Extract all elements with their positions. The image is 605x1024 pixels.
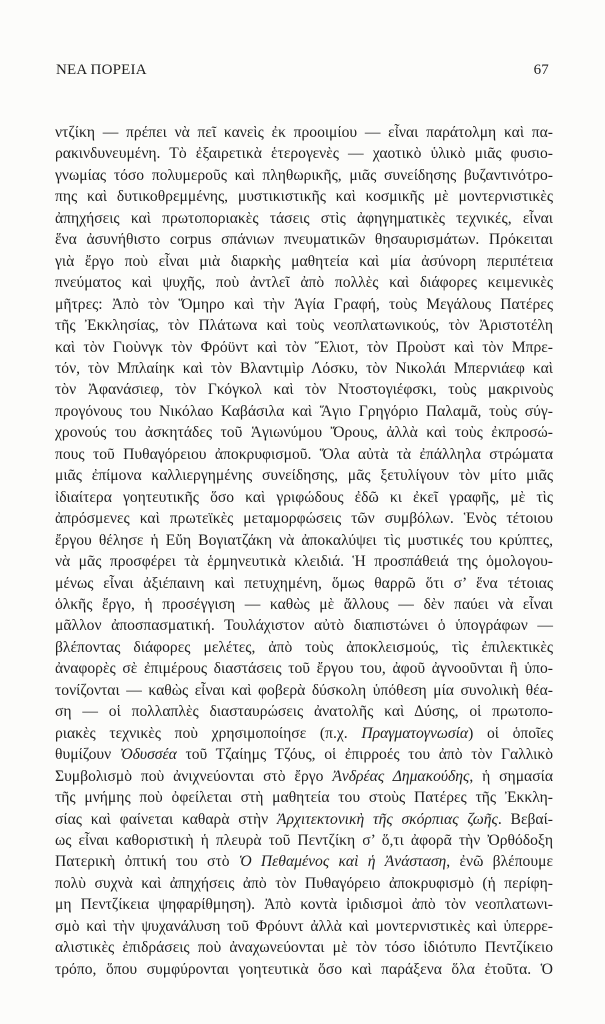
- text-segment: ἀπηχήσεις καὶ πρωτοποριακὲς τάσεις στὶς ἀφηγηματικὲς τεχνικές, εἶναι: [55, 209, 553, 227]
- text-line: [55, 358, 553, 379]
- text-segment: σμὸ καὶ τὴν ψυχανάλυση τοῦ Φρόυντ ἀλλὰ καὶ μοντερνιστικὲς καὶ ὑπερρε-: [55, 917, 553, 935]
- text-line: [55, 186, 553, 207]
- text-line: [55, 337, 553, 358]
- text-line: [55, 143, 553, 164]
- text-segment: . Βεβαί-: [497, 810, 553, 828]
- body-text: [55, 122, 553, 980]
- text-segment: νὰ μᾶς προσφέρει τὰ ἑρμηνευτικὰ κλειδιά. Ἡ προσπάθειά της ὁμολογου-: [55, 553, 553, 571]
- text-segment: ὁλκῆς ἔργο, ἡ προσέγγιση — καθὼς μὲ ἄλλους — δὲν παύει νὰ εἶναι: [55, 595, 553, 613]
- text-segment: θυμίζουν: [55, 746, 120, 764]
- italic-title: Ἀνδρέας Δημακούδης: [332, 767, 470, 785]
- text-segment: ως εἶναι καθοριστικὴ ἡ πλευρὰ τοῦ Πεντζίκη σ’ ὅ,τι ἀφορᾶ τὴν Ὀρθόδοξη: [55, 831, 553, 849]
- text-segment: , ἐνῶ βλέπουμε: [446, 853, 553, 871]
- text-segment: πνεύματος καὶ ψυχῆς, ποὺ ἀντλεῖ ἀπὸ πολλὲς καὶ διάφορες κειμενικὲς: [55, 274, 553, 292]
- text-segment: τοῦ Τζαίημς Τζόυς, οἱ ἐπιρροές του ἀπὸ τὸν Γαλλικὸ: [176, 746, 553, 764]
- text-segment: τόν, τὸν Μπλαίηκ καὶ τὸν Βλαντιμὶρ Λόσκυ, τὸν Νικολάι Μπερνιάεφ καὶ: [55, 359, 553, 377]
- page-number: 67: [533, 62, 549, 78]
- text-segment: ἀναφορὲς σὲ ἐπιμέρους διαστάσεις τοῦ ἔργου του, ἀφοῦ ἀγνοοῦνται ἢ ὑπο-: [55, 660, 553, 678]
- text-line: [55, 401, 553, 422]
- text-segment: πολὺ συχνὰ καὶ ἀπηχήσεις ἀπὸ τὸν Πυθαγόρειο ἀποκρυφισμὸ (ἡ περίφη-: [55, 874, 553, 892]
- italic-title: Πραγματογνωσία: [361, 724, 469, 742]
- text-segment: χρονούς του ἀσκητάδες τοῦ Ἁγιωνύμου Ὄρους, ἀλλὰ καὶ τοὺς ἐκπροσώ-: [55, 424, 553, 442]
- text-line: [55, 701, 553, 722]
- running-title: ΝΕΑ ΠΟΡΕΙΑ: [56, 62, 147, 78]
- text-segment: τρόπο, ὅπου συμφύρονται γοητευτικὰ ὅσο καὶ παράξενα ὅλα ἐτοῦτα. Ὁ: [55, 960, 553, 978]
- text-segment: καὶ τὸν Γιοὺνγκ τὸν Φρόϋντ καὶ τὸν Ἔλιοτ, τὸν Προὺστ καὶ τὸν Μπρε-: [55, 338, 553, 356]
- text-segment: προγόνους του Νικόλαο Καβάσιλα καὶ Ἅγιο Γρηγόριο Παλαμᾶ, τοὺς σύγ-: [55, 402, 553, 420]
- text-line: [55, 272, 553, 293]
- text-segment: , ἡ σημασία: [469, 767, 553, 785]
- text-line: [55, 551, 553, 572]
- text-segment: μη Πεντζίκεια ψηφαρίθμηση). Ἀπὸ κοντὰ ἰριδισμοὶ ἀπὸ τὸν νεοπλατωνι-: [55, 896, 553, 914]
- text-segment: μιᾶς ἐπίμονα καλλιεργημένης συνείδησης, μᾶς ξετυλίγουν τὸν μίτο μιᾶς: [55, 467, 553, 485]
- text-segment: ντζίκη — πρέπει νὰ πεῖ κανεὶς ἐκ προοιμίου — εἶναι παράτολμη καὶ πα-: [55, 124, 553, 141]
- text-segment: ) οἱ ὁποῖες: [468, 724, 553, 742]
- text-line: [55, 658, 553, 679]
- text-segment: Πατερικὴ ὀπτική του στὸ: [55, 853, 239, 871]
- text-line: [55, 766, 553, 787]
- text-line: [55, 723, 553, 744]
- text-line: [55, 680, 553, 701]
- text-segment: τῆς μνήμης ποὺ ὀφείλεται στὴ μαθητεία του στοὺς Πατέρες τῆς Ἐκκλη-: [55, 789, 553, 807]
- text-line: [55, 530, 553, 551]
- text-line: [55, 959, 553, 980]
- text-line: [55, 379, 553, 400]
- text-segment: πης καὶ δυτικοθρεμμένης, μυστικιστικῆς καὶ κοσμικῆς μὲ μοντερνιστικὲς: [55, 188, 553, 206]
- text-segment: ση — οἱ πολλαπλὲς διασταυρώσεις ἀνατολῆς καὶ Δύσης, οἱ πρωτοπο-: [55, 703, 553, 721]
- text-line: [55, 251, 553, 272]
- text-line: [55, 508, 553, 529]
- text-segment: σίας καὶ φαίνεται καθαρὰ στὴν: [55, 810, 277, 828]
- text-line: [55, 809, 553, 830]
- text-line: [55, 208, 553, 229]
- italic-title: Ὁ Πεθαμένος καὶ ἡ Ἀνάσταση: [238, 853, 447, 871]
- text-line: [55, 487, 553, 508]
- text-line: [55, 615, 553, 636]
- text-segment: ριακὲς τεχνικὲς ποὺ χρησιμοποίησε (π.χ.: [55, 724, 362, 742]
- text-line: [55, 937, 553, 958]
- text-segment: ρακινδυνευμένη. Τὸ ἐξαιρετικὰ ἑτερογενὲς — χαοτικὸ ὑλικὸ μιᾶς φυσιο-: [55, 145, 553, 163]
- italic-title: Ἀρχιτεκτονικὴ τῆς σκόρπιας ζωῆς: [276, 810, 498, 828]
- text-segment: Συμβολισμὸ ποὺ ἀνιχνεύονται στὸ ἔργο: [55, 767, 333, 785]
- text-segment: μῆτρες: Ἀπὸ τὸν Ὅμηρο καὶ τὴν Ἁγία Γραφή, τοὺς Μεγάλους Πατέρες: [55, 295, 553, 313]
- text-line: [55, 594, 553, 615]
- text-line: [55, 637, 553, 658]
- text-segment: μένως εἶναι ἀξιέπαινη καὶ πετυχημένη, ὅμως θαρρῶ ὅτι σ’ ἕνα τέτοιας: [55, 574, 553, 592]
- text-segment: βλέποντας διάφορες μελέτες, ἀπὸ τοὺς ἀποκλεισμούς, τὶς ἐπιλεκτικὲς: [55, 638, 553, 656]
- text-segment: τονίζονται — καθὼς εἶναι καὶ φοβερὰ δύσκολη ὑπόθεση μία συνολικὴ θέα-: [55, 681, 553, 699]
- text-line: [55, 787, 553, 808]
- text-segment: αλιστικὲς ἐπιδράσεις ποὺ ἀναχωνεύονται μὲ τὸν τόσο ἰδιότυπο Πεντζίκειο: [55, 939, 553, 957]
- text-line: [55, 873, 553, 894]
- text-line: [55, 744, 553, 765]
- text-segment: γνωμίας τόσο πολυμεροῦς καὶ πληθωρικῆς, μιᾶς συνείδησης βυζαντινότρο-: [55, 166, 553, 184]
- text-line: [55, 422, 553, 443]
- text-segment: πους τοῦ Πυθαγόρειου ἀποκρυφισμοῦ. Ὅλα αὐτὰ τὰ ἐπάλληλα στρώματα: [55, 445, 553, 463]
- text-segment: μᾶλλον ἀποσπασματική. Τουλάχιστον αὐτὸ διαπιστώνει ὁ ὑπογράφων —: [55, 617, 553, 635]
- text-segment: ἕνα ἀσυνήθιστο corpus σπάνιων πνευματικῶν θησαυρισμάτων. Πρόκειται: [55, 231, 553, 249]
- text-line: [55, 851, 553, 872]
- text-segment: τῆς Ἐκκλησίας, τὸν Πλάτωνα καὶ τοὺς νεοπλατωνικούς, τὸν Ἀριστοτέλη: [55, 317, 553, 335]
- text-segment: ἰδιαίτερα γοητευτικῆς ὅσο καὶ γριφώδους ἐδῶ κι ἐκεῖ γραφῆς, μὲ τὶς: [55, 488, 553, 506]
- text-line: [55, 444, 553, 465]
- text-line: [55, 294, 553, 315]
- text-line: [55, 229, 553, 250]
- text-line: [55, 465, 553, 486]
- text-line: [55, 165, 553, 186]
- text-line: [55, 315, 553, 336]
- text-line: [55, 830, 553, 851]
- text-line: [55, 122, 553, 143]
- text-segment: ἔργου θέλησε ἡ Εὔη Βογιατζάκη νὰ ἀποκαλύψει τὶς μυστικές του κρύπτες,: [55, 531, 553, 549]
- text-line: [55, 916, 553, 937]
- text-segment: γιὰ ἔργο ποὺ εἶναι μιὰ διαρκὴς μαθητεία καὶ μία ἀσύνορη περιπέτεια: [55, 252, 553, 270]
- text-segment: τὸν Ἀφανάσιεφ, τὸν Γκόγκολ καὶ τὸν Ντοστογιέφσκι, τοὺς μακρινοὺς: [55, 381, 553, 399]
- text-segment: ἀπρόσμενες καὶ πρωτεϊκὲς μεταμορφώσεις τῶν συμβόλων. Ἑνὸς τέτοιου: [55, 510, 553, 528]
- text-line: [55, 573, 553, 594]
- italic-title: Ὀδυσσέα: [119, 746, 177, 764]
- text-line: [55, 894, 553, 915]
